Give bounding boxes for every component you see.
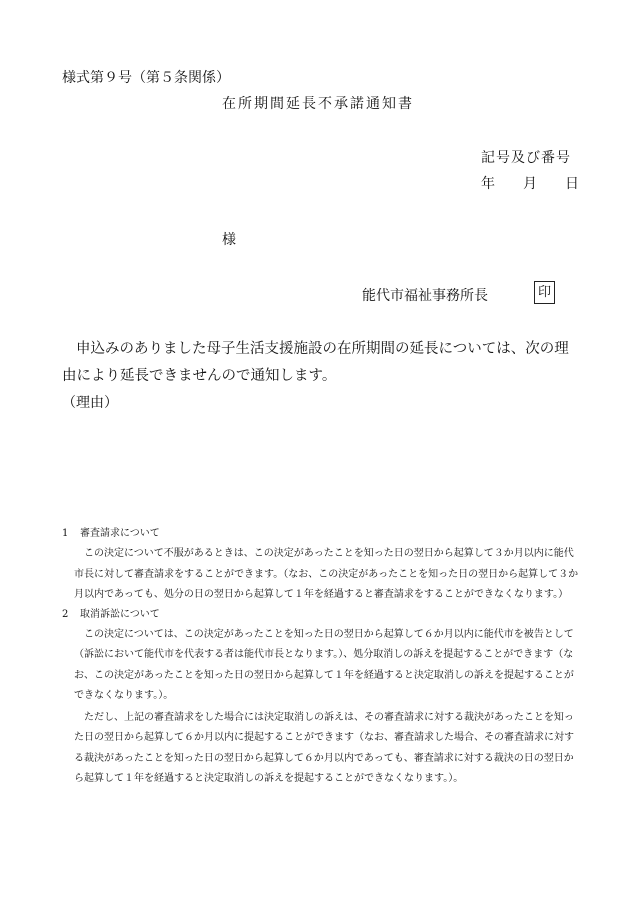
date-line <box>481 173 577 193</box>
note-paragraph: ただし、上記の審査請求をした場合には決定取消しの訴えは、その審査請求に対する裁決があったことを知った日の翌日から起算して６か月以内に提起することができます（なお、審査請求した場合、その審査請求に対する裁決があったことを知った日の翌日から起算して６か月以内であっても、審査請求に対する裁決の日の翌日から起算して１年を経過すると決定取消しの訴えを提起することができなくなります。）。 <box>74 711 574 784</box>
form-number: 様式第９号（第５条関係） <box>62 70 230 86</box>
note-heading-text: 審査請求について <box>80 528 160 539</box>
reference-number-label: 記号及び番号 <box>481 150 571 166</box>
reason-label: （理由） <box>62 395 118 411</box>
note-heading-text: 取消訴訟について <box>80 608 160 620</box>
note-heading-lawsuit <box>62 608 582 622</box>
date-month-label: 月 <box>523 176 537 192</box>
note-paragraph: この決定については、この決定があったことを知った日の翌日から起算して６か月以内に能代市を被告として（訴訟において能代市を代表する者は能代市長となります。）、処分取消しの訴えを提起することができます（なお、この決定があったことを知った日の翌日から起算して１年を経過すると決定取消しの訴えを提起することができなくなります。）。 <box>74 628 574 701</box>
notes-section <box>62 527 582 790</box>
date-year-label: 年 <box>481 176 495 192</box>
notice-body: 申込みのありました母子生活支援施設の在所期間の延長については、次の理由により延長できませんので通知します。 <box>62 341 569 384</box>
document-title: 在所期間延長不承諾通知書 <box>222 96 414 112</box>
seal-mark: 印 <box>534 281 555 304</box>
addressee-suffix: 様 <box>222 232 236 248</box>
date-day-label: 日 <box>565 176 579 192</box>
note-number: 1 <box>62 528 69 539</box>
issuer-name: 能代市福祉事務所長 <box>362 288 488 304</box>
note-paragraph: この決定について不服があるときは、この決定があったことを知った日の翌日から起算して３か月以内に能代市長に対して審査請求をすることができます。（なお、この決定があったことを知った日の翌日から起算して３か月以内であっても、処分の日の翌日から起算して１年を経過すると審査請求をすることができなくなります。） <box>74 548 579 600</box>
note-heading-appeal <box>62 527 582 541</box>
note-number: 2 <box>62 608 69 620</box>
